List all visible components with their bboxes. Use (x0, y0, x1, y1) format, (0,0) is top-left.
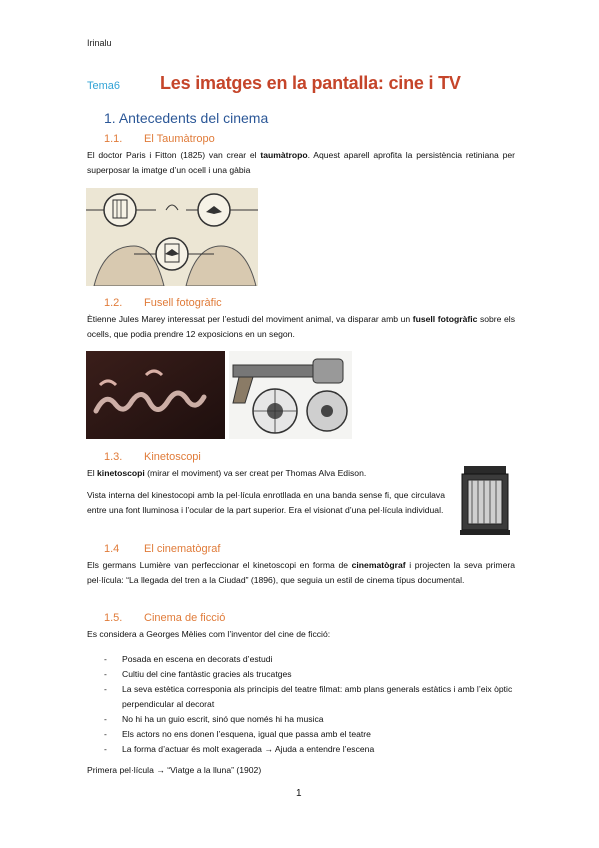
subsection-number: 1.3. (104, 451, 123, 463)
paragraph-kinetoscopi: El kinetoscopi (mirar el moviment) va ser creat per Thomas Alva Edison. (87, 468, 367, 478)
subsection-title: Kinetoscopi (144, 451, 201, 463)
section-title: Antecedents del cinema (118, 110, 269, 126)
paragraph-fusell: Ètienne Jules Marey interessat per l’estudi del moviment animal, va disparar amb un fusell fotogràfic sobre els ocells, que podia prendre 12 exposicions en un segon. (87, 314, 515, 339)
subsection-title: Cinema de ficció (144, 612, 226, 624)
subsection-number: 1.4 (104, 543, 120, 555)
subsection-heading-1-5 (104, 612, 225, 624)
subsection-heading-1-3 (104, 451, 201, 463)
page-number: 1 (296, 788, 302, 799)
ficcio-bullet-list (104, 652, 524, 757)
subsection-number: 1.1. (104, 133, 123, 145)
page-title: Les imatges en la pantalla: cine i TV (160, 73, 461, 93)
subsection-title: El cinematògraf (144, 543, 221, 555)
subsection-heading-1-4 (104, 543, 220, 555)
subsection-number: 1.2. (104, 297, 123, 309)
paragraph-primera-pelicula: Primera pel·lícula → “Viatge a la lluna” (1902) (87, 765, 262, 775)
kinetoscope-image (458, 462, 512, 536)
page-header-author: Irinalu (87, 38, 112, 48)
section-heading-1 (104, 110, 268, 126)
photographic-gun-image (229, 351, 352, 439)
section-number: 1. (104, 110, 116, 126)
list-item: - Els actors no ens donen l’esquena, igual que passa amb el teatre (104, 729, 371, 739)
paragraph-cinematograf: Els germans Lumière van perfeccionar el kinetoscopi en forma de cinematògraf i projecten la seva primera pel·lícula: “La llegada del tren a la Ciudad” (1896), que seguia un estil de cinema típus documental. (87, 560, 515, 585)
tema-label: Tema6 (87, 80, 121, 92)
subsection-title: El Taumàtropo (144, 133, 215, 145)
subsection-heading-1-1 (104, 133, 215, 145)
subsection-number: 1.5. (104, 612, 123, 624)
birds-flight-photo (86, 351, 225, 439)
paragraph-taumatropo: El doctor Paris i Fitton (1825) van crear el taumàtropo. Aquest aparell aprofita la persistència retiniana per superposar la imatge d’un ocell i una gàbia (87, 150, 515, 175)
thaumatrope-image (86, 188, 258, 286)
list-item: - Cultiu del cine fantàstic gracies als trucatges (104, 669, 292, 679)
paragraph-ficcio-intro: Es considera a Georges Mèlies com l’inventor del cine de ficció: (87, 629, 331, 639)
list-item: - Posada en escena en decorats d’estudi (104, 654, 273, 664)
list-item: - La seva estètica corresponia als principis del teatre filmat: amb plans generals estàtics i amb l’eix òptic perpendicular al decorat (104, 684, 513, 709)
paragraph-kinetoscopi-detail: Vista interna del kinestocopi amb la pel·lícula enrotllada en una banda sense fi, que circulava entre una font lluminosa i l’ocular de la part superior. Era el visionat d’una pel·lícula individual. (87, 490, 445, 515)
list-item: - No hi ha un guio escrit, sinó que només hi ha musica (104, 714, 324, 724)
subsection-heading-1-2 (104, 297, 222, 309)
list-item: - La forma d’actuar és molt exagerada → Ajuda a entendre l’escena (104, 744, 375, 754)
subsection-title: Fusell fotogràfic (144, 297, 222, 309)
